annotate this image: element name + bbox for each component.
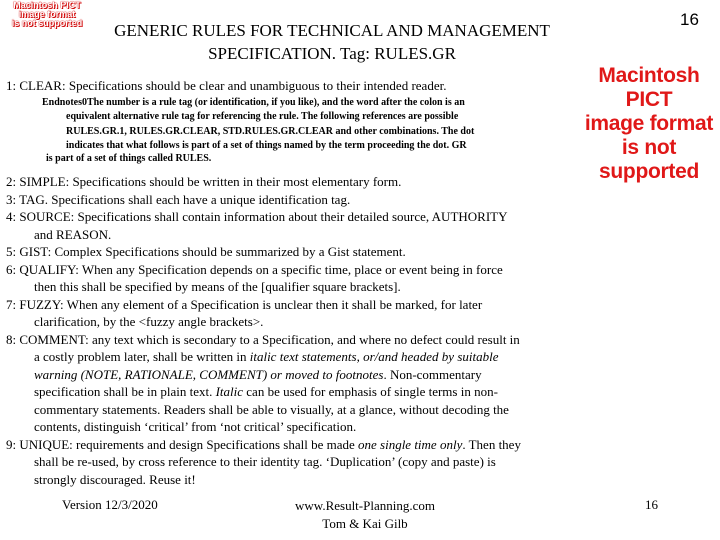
- rule-fuzzy: [6, 296, 598, 331]
- pict-placeholder-large: [578, 64, 720, 184]
- pict-small-line3: is not supported: [11, 18, 83, 28]
- rule-comment-line-3: [6, 366, 598, 384]
- title-line-2: SPECIFICATION. Tag: RULES.GR: [208, 44, 456, 63]
- rule-comment: [6, 331, 598, 436]
- rule-qualify-line-1: 6: QUALIFY: When any Specification depends on a specific time, place or event being in force: [6, 261, 503, 277]
- pict-large-line2: image format: [584, 112, 714, 135]
- rule-comment-line-2b: italic text statements, or/and headed by suitable: [249, 349, 499, 364]
- endnote-line-2: equivalent alternative rule tag for referencing the rule. The following references are possible: [66, 111, 459, 123]
- page-number-top: 16: [680, 10, 699, 29]
- rule-qualify-line-2: then this shall be specified by means of the [qualifier square brackets].: [34, 279, 401, 294]
- title-line-1: GENERIC RULES FOR TECHNICAL AND MANAGEMENT: [114, 21, 550, 40]
- footer-page-number: 16: [645, 497, 658, 512]
- rule-gist: 5: GIST: Complex Specifications should be summarized by a Gist statement.: [6, 244, 406, 259]
- rule-unique-line-1a: 9: UNIQUE: requirements and design Specifications shall be made: [6, 436, 358, 452]
- rule-unique-line-2: shall be re-used, by cross reference to their identity tag. ‘Duplication’ (copy and paste) is: [34, 454, 496, 469]
- rule-fuzzy-line-1: 7: FUZZY: When any element of a Specification is unclear then it shall be marked, for later: [6, 296, 483, 312]
- rule-comment-line-2: [6, 348, 598, 366]
- rule-simple: 2: SIMPLE: Specifications should be written in their most elementary form.: [6, 174, 402, 189]
- rule-unique-line-1: [6, 436, 598, 454]
- pict-large-line3: is not supported: [599, 136, 699, 183]
- footer-site: www.Result-Planning.com: [295, 498, 435, 513]
- slide-title: [72, 19, 592, 65]
- rule-unique-line-1c: . Then they: [462, 436, 521, 452]
- rule-comment-line-4c: can be used for emphasis of single terms in non-: [243, 384, 498, 399]
- rule-comment-line-5: commentary statements. Readers shall be able to visually, at a glance, without decoding the: [34, 401, 509, 417]
- rule-comment-line-4: [6, 383, 598, 401]
- rule-comment-line-1: 8: COMMENT: any text which is secondary to a Specification, and where no defect could result in: [6, 331, 520, 347]
- rule-source-line-2: and REASON.: [34, 226, 112, 242]
- footer-version: Version 12/3/2020: [62, 497, 158, 512]
- pict-small-line1: Macintosh PICT: [13, 0, 81, 10]
- endnote-line-3: RULES.GR.1, RULES.GR.CLEAR, STD.RULES.GR.CLEAR and other combinations. The dot: [66, 125, 475, 137]
- endnote-line-1: Endnotes0The number is a rule tag (or identification, if you like), and the word after the colon is an: [42, 97, 465, 108]
- footer-site-block: [285, 497, 445, 533]
- rule-unique-line-1b: one single time only: [358, 436, 463, 452]
- rule-comment-line-6: contents, distinguish ‘critical’ from ‘not critical’ specification.: [34, 419, 357, 434]
- rule-fuzzy-line-2: clarification, by the <fuzzy angle brackets>.: [34, 314, 264, 329]
- rule-source: [6, 208, 598, 243]
- rule-tag: 3: TAG. Specifications shall each have a unique identification tag.: [6, 191, 351, 207]
- rule-unique: [6, 436, 598, 489]
- endnote-line-5: is part of a set of things called RULES.: [46, 153, 212, 164]
- rule-comment-line-3a: warning (NOTE, RATIONALE, COMMENT) or moved to footnotes: [34, 366, 384, 382]
- endnote-block: [42, 96, 566, 153]
- rules-list: [6, 173, 598, 488]
- rule-comment-line-4a: specification shall be in plain text.: [34, 384, 216, 399]
- rule-comment-line-4b: Italic: [215, 384, 244, 399]
- pict-small-line2: image format: [18, 9, 76, 19]
- endnote-line-4: indicates that what follows is part of a set of things named by the term proceeding the dot. GR: [66, 139, 467, 151]
- rule-unique-line-3: strongly discouraged. Reuse it!: [34, 471, 196, 487]
- rule-source-line-1: 4: SOURCE: Specifications shall contain information about their detailed source, AUTHORITY: [6, 209, 508, 224]
- rule-comment-line-2a: a costly problem later, shall be written in: [34, 349, 250, 364]
- footer-authors: Tom & Kai Gilb: [322, 516, 408, 531]
- pict-large-line1: Macintosh PICT: [598, 64, 700, 111]
- rule-clear: 1: CLEAR: Specifications should be clear and unambiguous to their intended reader.: [6, 78, 447, 93]
- rule-qualify: [6, 261, 598, 296]
- rule-comment-line-3b: . Non-commentary: [383, 366, 482, 382]
